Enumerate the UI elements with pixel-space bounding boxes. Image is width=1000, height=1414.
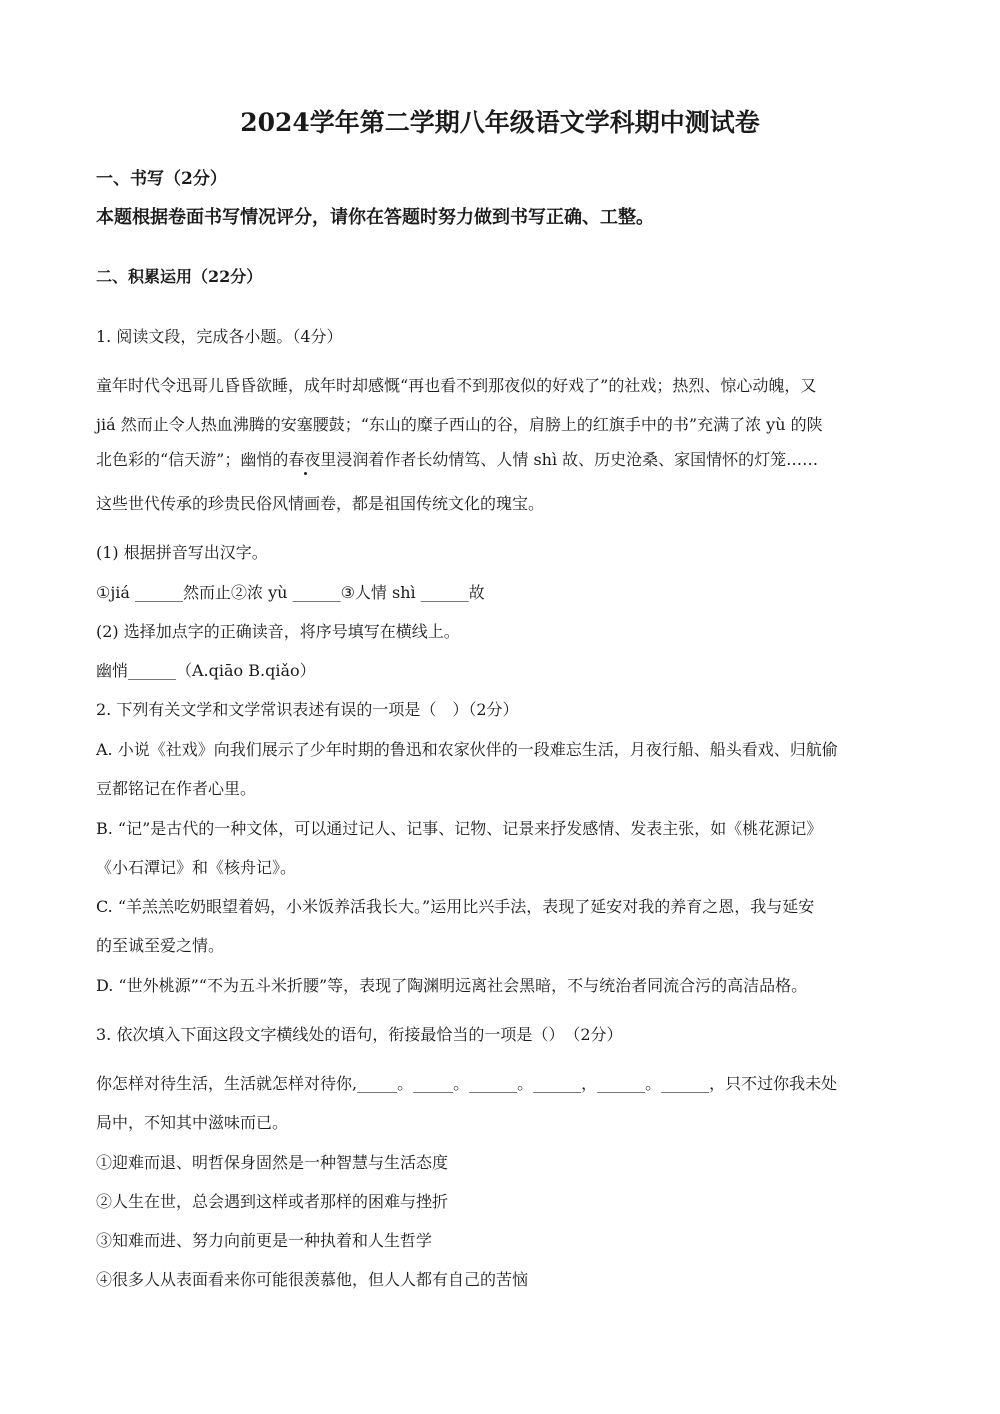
q1-sub2-blank: 幽悄______（A.qiāo B.qiǎo） <box>96 661 316 680</box>
q2-option-line: C. “羊羔羔吃奶眼望着妈，小米饭养活我长大。”运用比兴手法，表现了延安对我的养育之恩，我与延安 <box>96 897 815 916</box>
q3-passage-line: 你怎样对待生活，生活就怎样对待你,_____。_____。______。______，______。______，只不过你我未处 <box>96 1074 838 1093</box>
q3-item: ④很多人从表面看来你可能很羡慕他，但人人都有自己的苦恼 <box>96 1270 529 1289</box>
q2-option-line: D. “世外桃源”“不为五斗米折腰”等，表现了陶渊明远离社会黑暗，不与统治者同流合污的高洁品格。 <box>96 976 808 995</box>
q1-passage-line: 北色彩的“信天游”；幽悄的春夜里浸润着作者长幼情笃、人情 shì 故、历史沧桑、家国情怀的灯笼…… <box>96 450 819 469</box>
q1-sub1: (1) 根据拼音写出汉字。 <box>96 543 268 562</box>
q1-passage-line: jiá 然而止令人热血沸腾的安塞腰鼓；“东山的糜子西山的谷，肩膀上的红旗手中的书”充满了浓 yù 的陕 <box>96 415 823 434</box>
q3-item: ②人生在世，总会遇到这样或者那样的困难与挫折 <box>96 1192 449 1211</box>
q2-stem: 2. 下列有关文学和文学常识表述有误的一项是（ ）（2分） <box>96 700 519 719</box>
q1-passage-line: 童年时代令迅哥儿昏昏欲睡，成年时却感慨“再也看不到那夜似的好戏了”的社戏；热烈、惊心动魄，又 <box>96 376 817 395</box>
q1-stem: 1. 阅读文段，完成各小题。（4分） <box>96 327 343 346</box>
section1-heading: 一、书写（2分） <box>96 169 227 189</box>
q3-passage-line: 局中，不知其中滋味而已。 <box>96 1113 289 1132</box>
q1-sub2: (2) 选择加点字的正确读音，将序号填写在横线上。 <box>96 622 460 641</box>
emphasis-dot <box>304 472 307 475</box>
q1-sub1-blanks: ①jiá ______然而止②浓 yù ______③人情 shì ______故 <box>96 583 485 602</box>
q1-passage-line: 这些世代传承的珍贵民俗风情画卷，都是祖国传统文化的瑰宝。 <box>96 494 545 513</box>
q3-stem: 3. 依次填入下面这段文字横线处的语句，衔接最恰当的一项是（） （2分） <box>96 1025 623 1044</box>
q2-option-line: 《小石潭记》和《核舟记》。 <box>96 858 297 877</box>
page-title: 2024学年第二学期八年级语文学科期中测试卷 <box>240 108 760 137</box>
section2-heading: 二、积累运用（22分） <box>96 267 263 286</box>
q2-option-line: 的至诚至爱之情。 <box>96 936 225 955</box>
q2-option-line: B. “记”是古代的一种文体，可以通过记人、记事、记物、记景来抒发感情、发表主张，如《桃花源记》 <box>96 819 823 838</box>
q3-item: ①迎难而退、明哲保身固然是一种智慧与生活态度 <box>96 1153 449 1172</box>
q3-item: ③知难而进、努力向前更是一种执着和人生哲学 <box>96 1231 433 1250</box>
section1-text: 本题根据卷面书写情况评分，请你在答题时努力做到书写正确、工整。 <box>96 207 654 228</box>
q2-option-line: A. 小说《社戏》向我们展示了少年时期的鲁迅和农家伙伴的一段难忘生活，月夜行船、船头看戏、归航偷 <box>96 740 838 759</box>
q2-option-line: 豆都铭记在作者心里。 <box>96 779 257 798</box>
